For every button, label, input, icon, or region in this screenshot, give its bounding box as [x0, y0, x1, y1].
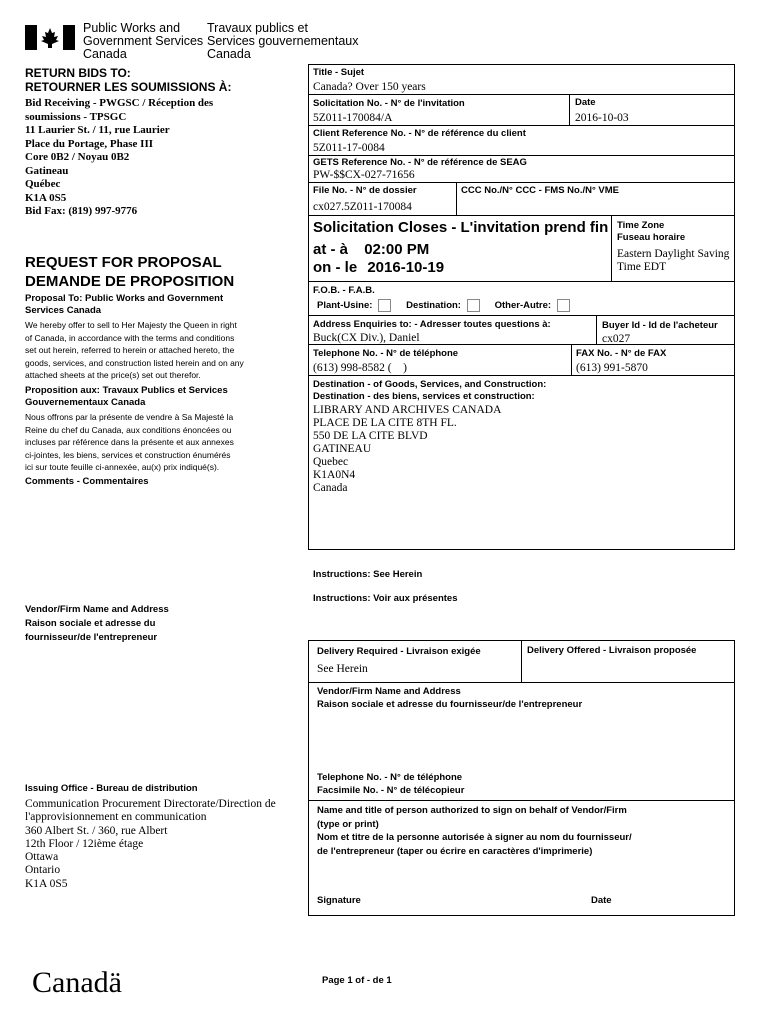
ccc-no-label: CCC No./N° CCC - FMS No./N° VME — [461, 185, 620, 196]
date-label: Date — [575, 97, 596, 108]
closing-time-value: 02:00 PM — [364, 241, 430, 258]
return-bids-heading: RETURN BIDS TO: RETOURNER LES SOUMISSIONS À: — [25, 66, 232, 94]
title-label: Title - Sujet — [313, 67, 365, 78]
solicitation-closes-label: Solicitation Closes - L'invitation prend fin — [313, 219, 609, 236]
fax-label: FAX No. - N° de FAX — [576, 348, 667, 359]
issuing-office-address: Communication Procurement Directorate/Direction de l'approvisionnement en communication 360 Albert St. / 360, rue Albert 12th Floor / 12ième étage Ottawa Ontario K1A 0S5 — [25, 798, 276, 890]
proposition-label: Proposition aux: Travaux Publics et Services Gouvernementaux Canada — [25, 385, 228, 408]
file-no-label: File No. - N° de dossier — [313, 185, 417, 196]
delivery-offered-label: Delivery Offered - Livraison proposée — [527, 645, 697, 656]
canada-flag-logo — [25, 25, 75, 50]
closing-date-value: 2016-10-19 — [367, 259, 445, 276]
vendor-firm-label-right: Vendor/Firm Name and Address Raison sociale et adresse du fournisseur/de l'entrepreneur — [317, 686, 583, 710]
signature-date-label: Date — [591, 895, 612, 906]
rfp-title: REQUEST FOR PROPOSAL DEMANDE DE PROPOSITION — [25, 254, 235, 290]
closing-time-row — [313, 240, 429, 259]
delivery-required-label: Delivery Required - Livraison exigée — [317, 646, 481, 657]
closing-date-row — [313, 258, 444, 277]
proposal-to-label: Proposal To: Public Works and Government Services Canada — [25, 293, 224, 316]
instructions-en: Instructions: See Herein — [313, 569, 423, 580]
title-value: Canada? Over 150 years — [313, 81, 426, 93]
client-ref-label: Client Reference No. - N° de référence du client — [313, 128, 526, 139]
telephone-facsimile-label: Telephone No. - N° de téléphone Facsimile No. - N° de télécopieur — [317, 772, 465, 796]
other-label: Other-Autre: — [494, 300, 552, 312]
destination-label: Destination: — [406, 300, 461, 312]
file-no-value: cx027.5Z011-170084 — [313, 201, 412, 213]
destination-goods-value: LIBRARY AND ARCHIVES CANADA PLACE DE LA CITE 8TH FL. 550 DE LA CITE BLVD GATINEAU Quebec K1A0N4 Canada — [313, 404, 502, 494]
address-enquiries-label: Address Enquiries to: - Adresser toutes questions à: — [313, 319, 551, 330]
delivery-required-value: See Herein — [317, 663, 368, 675]
telephone-label: Telephone No. - N° de téléphone — [313, 348, 459, 359]
gets-ref-value: PW-$$CX-027-71656 — [313, 169, 415, 181]
address-enquiries-value: Buck(CX Div.), Daniel — [313, 332, 420, 344]
date-value: 2016-10-03 — [575, 112, 629, 124]
telephone-value: (613) 998-8582 ( ) — [313, 362, 407, 374]
time-zone-value: Eastern Daylight Saving Time EDT — [617, 248, 730, 273]
destination-checkbox[interactable] — [467, 299, 480, 312]
fob-options — [317, 299, 582, 312]
canada-wordmark: Canadä — [32, 966, 122, 999]
fax-value: (613) 991-5870 — [576, 362, 648, 374]
return-bids-address: Bid Receiving - PWGSC / Réception des soumissions - TPSGC 11 Laurier St. / 11, rue Laurier Place du Portage, Phase III Core 0B2 / Noyau 0B2 Gatineau Québec K1A 0S5 Bid Fax: (819) 997-9776 — [25, 97, 214, 217]
gets-ref-label: GETS Reference No. - N° de référence de SEAG — [313, 157, 527, 168]
vendor-firm-label-left: Vendor/Firm Name and Address Raison sociale et adresse du fournisseur/de l'entrepreneur — [25, 604, 169, 643]
time-zone-label: Time Zone Fuseau horaire — [617, 220, 686, 243]
buyer-id-value: cx027 — [602, 333, 631, 345]
comments-label: Comments - Commentaires — [25, 476, 149, 487]
on-label: on - le — [313, 259, 358, 276]
proposal-to-text: We hereby offer to sell to Her Majesty the Queen in right of Canada, in accordance with the terms and conditions set out herein, referred to herein or attached hereto, the goods, services, and construction listed herein and on any attached sheets at the price(s) set out therefor. — [25, 320, 244, 380]
department-name-fr: Travaux publics et Services gouvernementaux Canada — [207, 21, 359, 61]
proposition-text: Nous offrons par la présente de vendre à Sa Majesté la Reine du chef du Canada, aux conditions énoncées ou incluses par référence dans la présente et aux annexes ci-jointes, les biens, services et construction énumérés ici sur toute feuille ci-annexée, au(x) prix indiqué(s). — [25, 412, 234, 472]
fob-label: F.O.B. - F.A.B. — [313, 285, 375, 296]
at-label: at - à — [313, 241, 349, 258]
buyer-id-label: Buyer Id - Id de l'acheteur — [602, 320, 718, 331]
authorized-person-label: Name and title of person authorized to sign on behalf of Vendor/Firm (type or print) Nom et titre de la personne autorisée à signer au nom du fournisseur/ de l'entrepreneur (taper ou écrire en caractères d'imprimerie) — [317, 805, 632, 857]
page-number: Page 1 of - de 1 — [322, 975, 392, 986]
department-name-en: Public Works and Government Services Canada — [83, 21, 204, 61]
destination-goods-label: Destination - of Goods, Services, and Construction: Destination - des biens, services et construction: — [313, 379, 547, 402]
plant-label: Plant-Usine: — [317, 300, 373, 312]
plant-checkbox[interactable] — [378, 299, 391, 312]
client-ref-value: 5Z011-17-0084 — [313, 142, 385, 154]
instructions-fr: Instructions: Voir aux présentes — [313, 593, 458, 604]
other-checkbox[interactable] — [557, 299, 570, 312]
issuing-office-label: Issuing Office - Bureau de distribution — [25, 783, 198, 794]
solicitation-no-value: 5Z011-170084/A — [313, 112, 393, 124]
solicitation-no-label: Solicitation No. - N° de l'invitation — [313, 98, 465, 109]
signature-label: Signature — [317, 895, 361, 906]
